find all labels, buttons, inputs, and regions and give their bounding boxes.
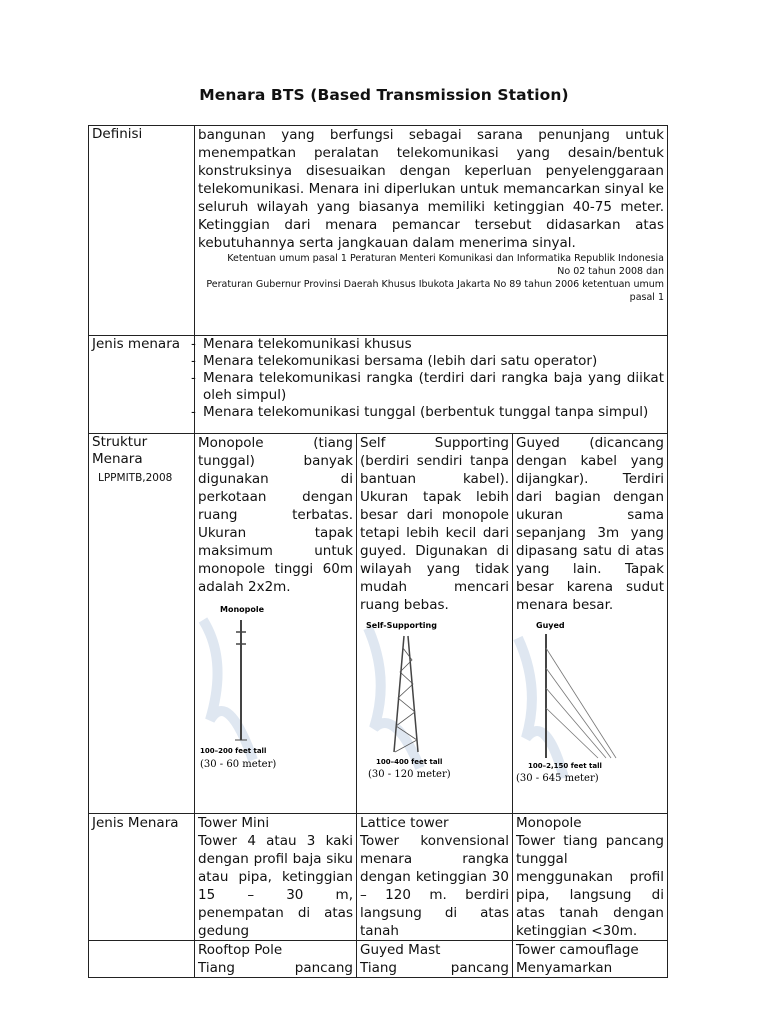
- struktur-label: Struktur Menara: [92, 434, 148, 467]
- guyed-fig-meter: (30 - 645 meter): [516, 773, 599, 784]
- self-supporting-fig-height: 100–400 feet tall: [376, 758, 443, 766]
- jenis-menara-label: Jenis menara: [89, 336, 195, 434]
- monopole-figure: [198, 600, 348, 770]
- last-label-cell: [89, 941, 195, 978]
- guyed-mast-heading: Guyed Mast: [360, 942, 441, 958]
- row-definisi: [89, 126, 668, 336]
- struktur-label-cell: [89, 434, 195, 814]
- lattice-tower-cell: [357, 814, 513, 941]
- monopole-fig-height: 100–200 feet tall: [200, 747, 267, 755]
- monopole-type-cell: [513, 814, 668, 941]
- monopole-type-heading: Monopole: [516, 815, 582, 831]
- rooftop-pole-text: Tiang pancang: [198, 960, 353, 976]
- self-supporting-fig-meter: (30 - 120 meter): [368, 769, 451, 780]
- tower-camouflage-text: Menyamarkan: [516, 960, 613, 976]
- self-supporting-figure: [360, 618, 510, 778]
- tower-camouflage-cell: [513, 941, 668, 978]
- lattice-tower-text: Tower konvensional menara rangka dengan ketinggian 30 – 120 m. berdiri langsung di atas tanah: [360, 833, 509, 939]
- struktur-guyed: [513, 434, 668, 814]
- definisi-ref-3: Peraturan Gubernur Provinsi Daerah Khusus Ibukota Jakarta No 89 tahun 2006 ketentuan umum pasal 1: [206, 279, 664, 303]
- struktur-monopole: [195, 434, 357, 814]
- list-item: - Menara telekomunikasi khusus: [191, 336, 412, 352]
- monopole-fig-title: Monopole: [220, 605, 265, 614]
- row-jenis-menara-2: [89, 814, 668, 941]
- guyed-fig-title: Guyed: [536, 621, 565, 630]
- guyed-mast-text: Tiang pancang: [360, 960, 509, 976]
- tower-camouflage-heading: Tower camouflage: [516, 942, 639, 958]
- rooftop-pole-cell: [195, 941, 357, 978]
- list-item: - Menara telekomunikasi bersama (lebih dari satu operator): [191, 353, 598, 369]
- jenis-menara-list: [191, 336, 668, 434]
- definisi-ref-2: No 02 tahun 2008 dan: [557, 266, 664, 277]
- definisi-text: bangunan yang berfungsi sebagai sarana penunjang untuk menempatkan peralatan telekomunikasi yang desain/bentuk konstruksinya disesuaikan dengan keperluan penyelenggaraan telekomunikasi. Menara ini diperlukan untuk memancarkan sinyal ke seluruh wilayah yang biasanya memiliki ketinggian 40-75 meter. Ketinggian dari menara pemancar tersebut didasarkan atas kebutuhannya serta jangkauan dalam menerima sinyal.: [198, 127, 664, 251]
- definisi-label: Definisi: [89, 126, 195, 336]
- page-title: Menara BTS (Based Transmission Station): [199, 86, 569, 104]
- guyed-mast-cell: [357, 941, 513, 978]
- monopole-fig-meter: (30 - 60 meter): [200, 759, 277, 770]
- definisi-ref-1: Ketentuan umum pasal 1 Peraturan Menteri Komunikasi dan Informatika Republik Indonesia: [227, 253, 664, 264]
- list-item: - Menara telekomunikasi rangka (terdiri dari rangka baja yang diikat oleh simpul): [191, 370, 664, 403]
- rooftop-pole-heading: Rooftop Pole: [198, 942, 283, 958]
- row-last: [89, 941, 668, 978]
- row-jenis-menara-1: [89, 336, 668, 434]
- list-item: - Menara telekomunikasi tunggal (berbentuk tunggal tanpa simpul): [191, 404, 649, 420]
- tower-mini-text: Tower 4 atau 3 kaki dengan profil baja siku atau pipa, ketinggian 15 – 30 m, penempatan di atas gedung: [198, 833, 353, 939]
- self-supporting-fig-title: Self-Supporting: [366, 621, 437, 630]
- lattice-tower-heading: Lattice tower: [360, 815, 449, 831]
- guyed-text: Guyed (dicancang dengan kabel yang dijangkar). Terdiri dari bagian dengan ukuran sama sepanjang 3m yang dipasang satu di atas yang lain. Tapak besar karena sudut menara besar.: [516, 435, 664, 613]
- definisi-content: [195, 126, 668, 336]
- row-struktur-menara: [89, 434, 668, 814]
- self-supporting-text: Self Supporting (berdiri sendiri tanpa bantuan kabel). Ukuran tapak lebih besar dari monopole tetapi lebih kecil dari guyed. Digunakan di wilayah yang tidak mudah mencari ruang bebas.: [360, 435, 509, 613]
- tower-mini-cell: [195, 814, 357, 941]
- guyed-fig-height: 100–2,150 feet tall: [528, 762, 602, 770]
- bts-table: [88, 125, 668, 978]
- struktur-source: LPPMITB,2008: [98, 472, 173, 484]
- tower-mini-heading: Tower Mini: [198, 815, 270, 831]
- monopole-type-text: Tower tiang pancang tunggal menggunakan profil pipa, langsung di atas tanah dengan ketinggian <30m.: [516, 833, 664, 939]
- monopole-text: Monopole (tiang tunggal) banyak digunakan di perkotaan dengan ruang terbatas. Ukuran tapak maksimum untuk monopole tinggi 60m adalah 2x2m.: [198, 435, 353, 595]
- jenis-menara-2-label: Jenis Menara: [89, 814, 195, 941]
- struktur-self-supporting: [357, 434, 513, 814]
- guyed-figure: [516, 618, 666, 783]
